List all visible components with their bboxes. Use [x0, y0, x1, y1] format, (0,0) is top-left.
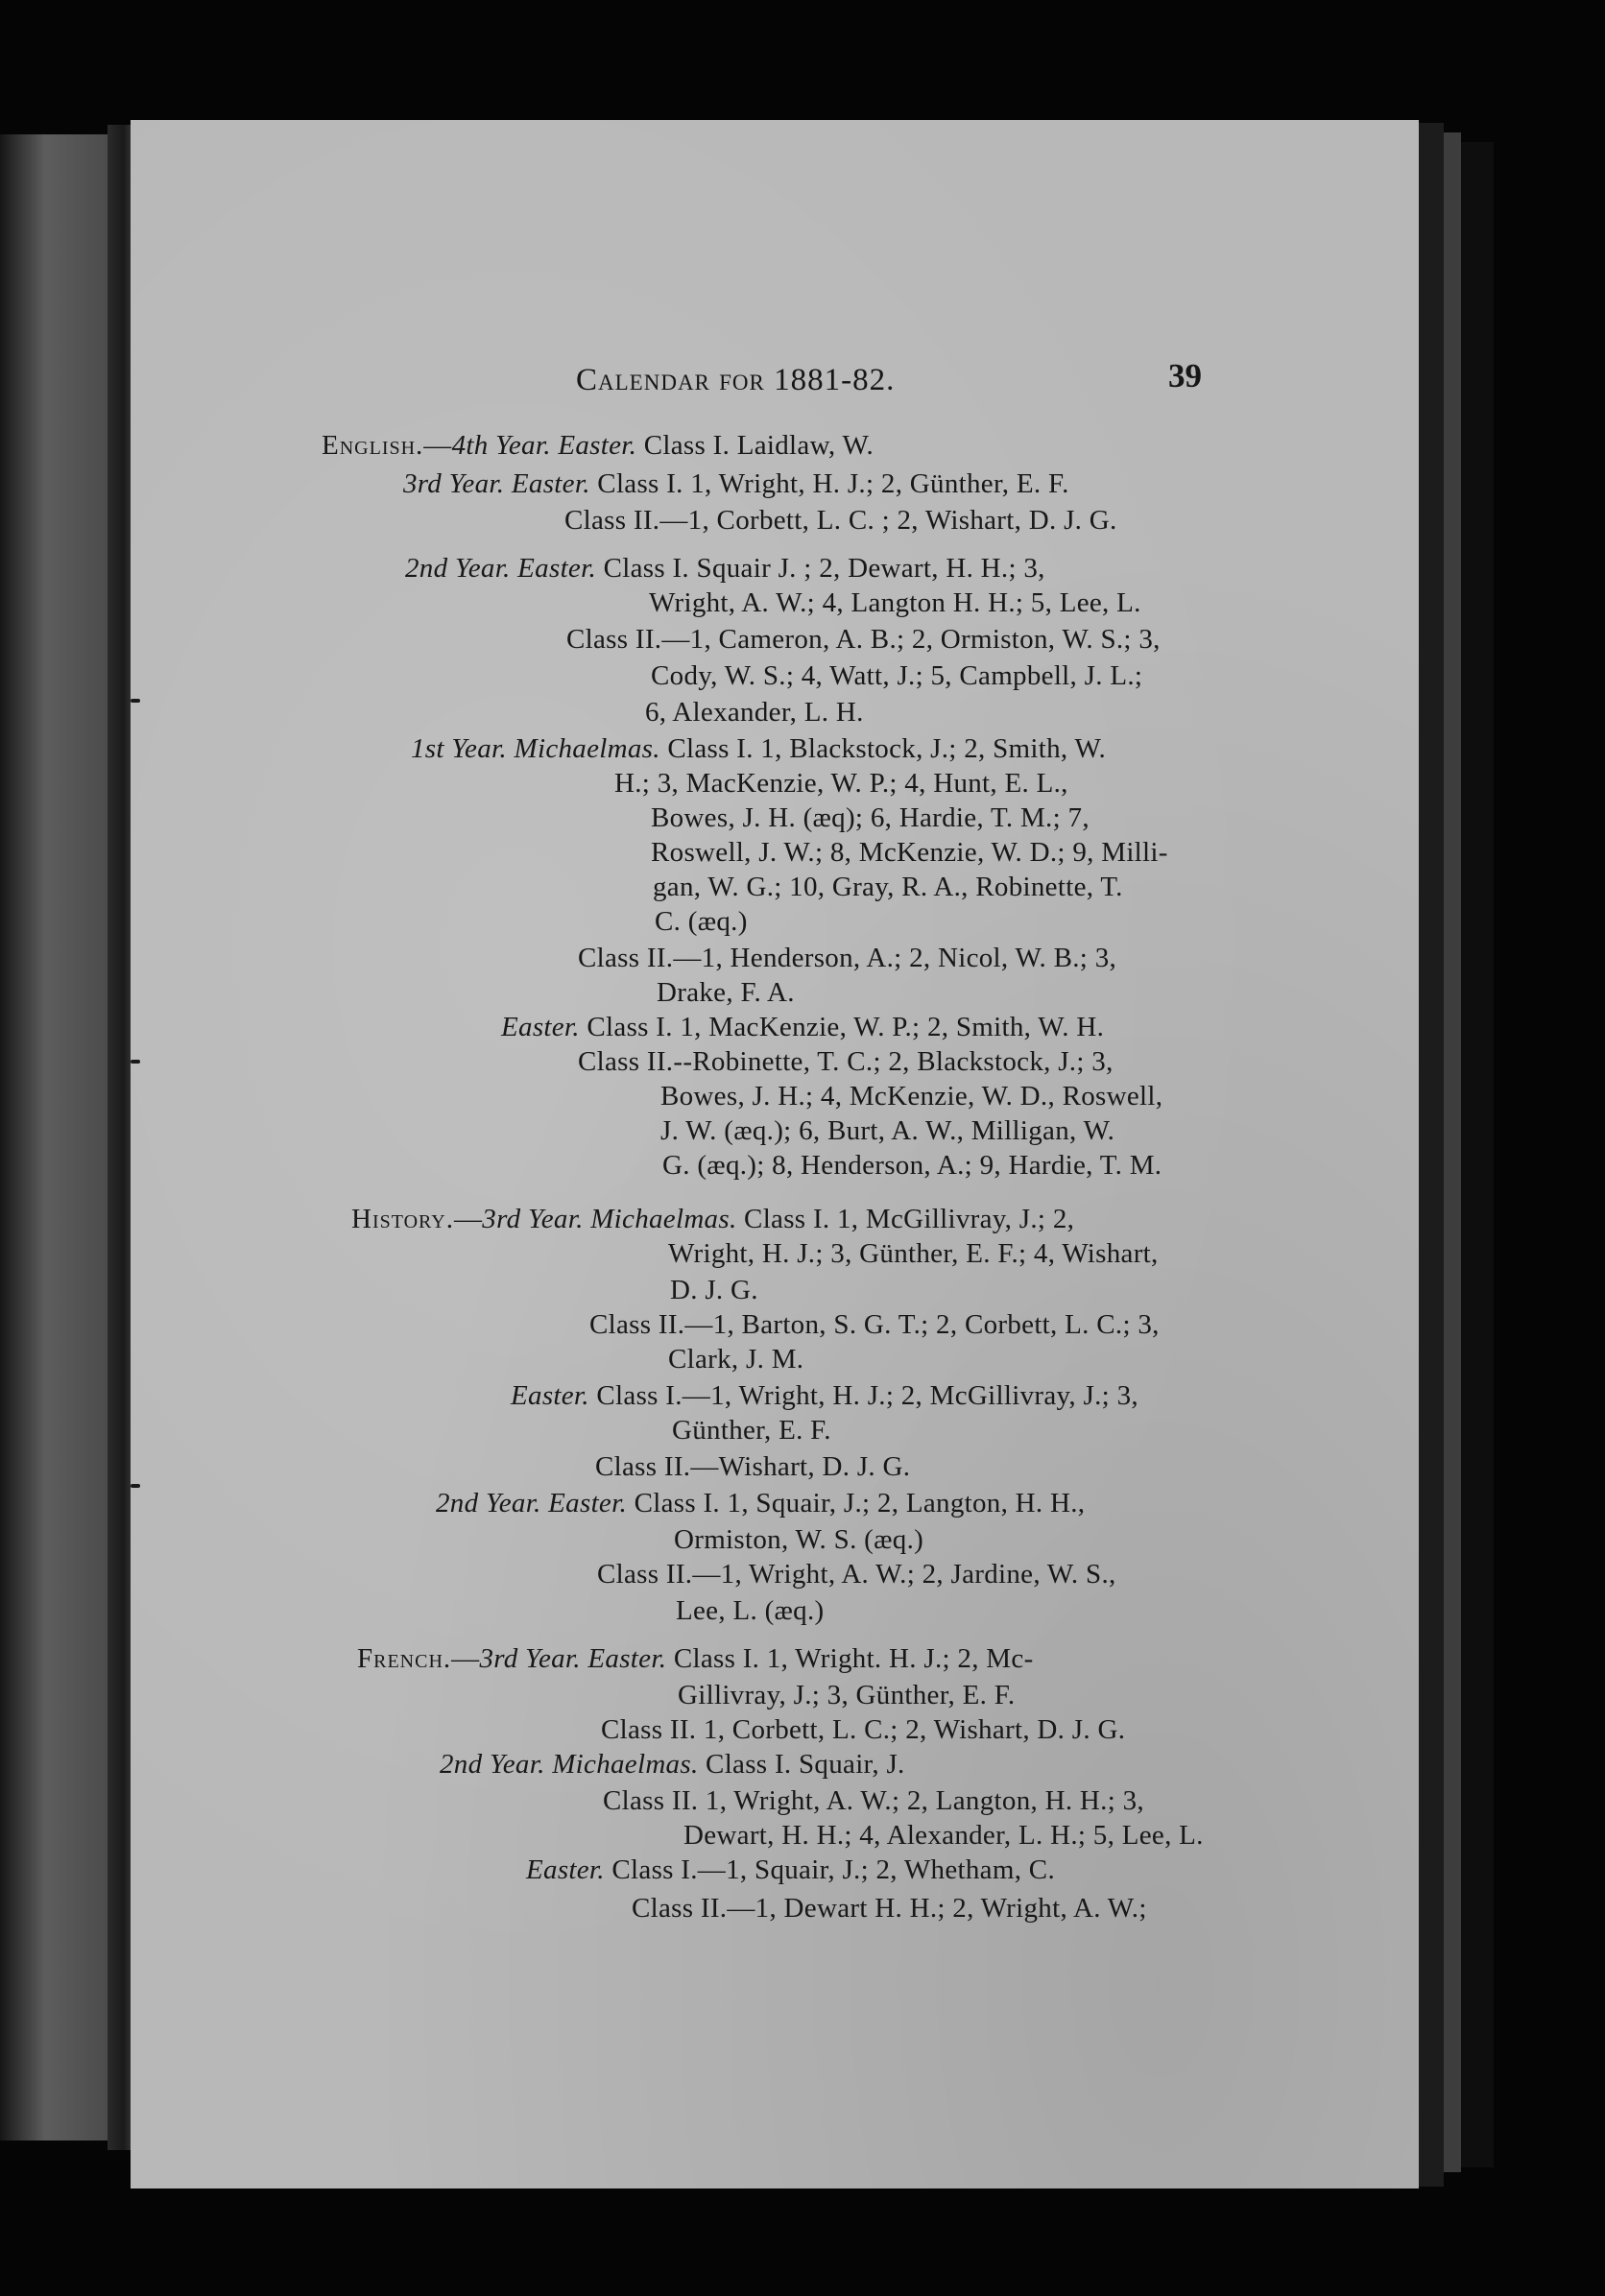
text-segment: Class II.—1, Henderson, A.; 2, Nicol, W. B.; 3,: [578, 943, 1117, 973]
text-line: [660, 1115, 1114, 1147]
text-segment: Easter.: [587, 1643, 667, 1674]
text-segment: Class I.—1, Wright, H. J.; 2, McGillivray, J.; 3,: [588, 1380, 1138, 1411]
text-segment: Easter.: [517, 553, 597, 584]
facing-page: [0, 134, 113, 2141]
text-segment: Cody, W. S.; 4, Watt, J.; 5, Campbell, J. L.;: [651, 660, 1143, 691]
text-segment: Ormiston, W. S. (æq.): [674, 1524, 924, 1555]
text-segment: C. (æq.): [655, 906, 748, 937]
text-segment: Roswell, J. W.; 8, McKenzie, W. D.; 9, Milli-: [651, 837, 1168, 868]
text-segment: Wright, A. W.; 4, Langton H. H.; 5, Lee, L.: [649, 587, 1141, 618]
text-segment: Easter.: [548, 1488, 628, 1519]
text-segment: Class I. 1, Squair, J.; 2, Langton, H. H.,: [627, 1488, 1086, 1519]
text-line: [660, 1081, 1162, 1112]
text-segment: D. J. G.: [670, 1275, 758, 1305]
text-line: [657, 977, 795, 1009]
text-segment: English.: [322, 430, 424, 461]
text-segment: Class I. Squair, J.: [698, 1749, 905, 1780]
text-line: [564, 505, 1117, 537]
text-segment: 3rd Year.: [403, 468, 505, 499]
text-segment: Class II.—1, Corbett, L. C. ; 2, Wishart, D. J. G.: [564, 505, 1117, 536]
text-line: [662, 1150, 1162, 1182]
text-segment: Bowes, J. H.; 4, McKenzie, W. D., Roswell,: [660, 1081, 1163, 1112]
text-line: [589, 1309, 1160, 1341]
binding-mark: [131, 1060, 140, 1064]
text-segment: 2nd: [440, 1749, 483, 1780]
text-segment: Year.: [527, 1204, 584, 1234]
text-segment: Class II.—1, Cameron, A. B.; 2, Ormiston, W. S.; 3,: [566, 624, 1161, 655]
text-segment: Easter.: [526, 1854, 605, 1885]
text-segment: Class I. Squair J. ; 2, Dewart, H. H.; 3,: [596, 553, 1045, 584]
text-segment: Easter.: [501, 1012, 580, 1042]
text-segment: Year.: [525, 1643, 581, 1674]
text-line: [603, 1785, 1144, 1817]
page-edge: [1444, 132, 1461, 2172]
text-segment: Drake, F. A.: [657, 977, 795, 1008]
text-segment: Michaelmas.: [590, 1204, 737, 1234]
text-line: [672, 1415, 831, 1447]
text-line: [501, 1012, 1104, 1043]
text-segment: Günther, E. F.: [672, 1415, 831, 1446]
text-line: [683, 1820, 1204, 1852]
text-segment: gan, W. G.; 10, Gray, R. A., Robinette, T.: [653, 872, 1123, 902]
running-header-title: Calendar for 1881-82.: [576, 363, 896, 397]
text-segment: Class I. 1, McGillivray, J.; 2,: [736, 1204, 1075, 1234]
text-segment: Gillivray, J.; 3, Günther, E. F.: [678, 1680, 1016, 1710]
text-line: [526, 1854, 1055, 1886]
page-number: 39: [1168, 357, 1202, 395]
text-line: [440, 1749, 905, 1781]
text-line: [674, 1524, 923, 1556]
text-line: [566, 624, 1161, 656]
text-line: [678, 1680, 1015, 1711]
text-segment: Class I. 1, Blackstock, J.; 2, Smith, W.: [659, 733, 1107, 764]
text-segment: Lee, L. (æq.): [676, 1595, 825, 1626]
text-segment: 6, Alexander, L. H.: [645, 697, 864, 728]
text-line: [578, 943, 1116, 974]
text-line: [645, 697, 864, 729]
text-segment: Class I. 1, Wright. H. J.; 2, Mc-: [666, 1643, 1034, 1674]
text-line: [601, 1714, 1125, 1746]
text-segment: History.: [351, 1204, 454, 1234]
binding-mark: [131, 699, 140, 703]
text-segment: 3rd: [482, 1204, 521, 1234]
text-line: [676, 1595, 824, 1627]
text-segment: 3rd: [479, 1643, 518, 1674]
text-line: [597, 1559, 1116, 1590]
text-line: [653, 872, 1123, 903]
book-cover-edge: [1461, 142, 1494, 2167]
text-line: [668, 1344, 803, 1375]
text-segment: G. (æq.); 8, Henderson, A.; 9, Hardie, T. M.: [662, 1150, 1162, 1181]
text-line: [411, 733, 1106, 765]
text-segment: Class II.—1, Wright, A. W.; 2, Jardine, W. S.,: [597, 1559, 1116, 1590]
text-segment: Bowes, J. H. (æq); 6, Hardie, T. M.; 7,: [651, 802, 1090, 833]
text-segment: Class I. 1, Wright, H. J.; 2, Günther, E. F.: [589, 468, 1069, 499]
text-line: [436, 1488, 1085, 1519]
text-segment: Class II. 1, Corbett, L. C.; 2, Wishart, D. J. G.: [601, 1714, 1126, 1745]
text-segment: Class II. 1, Wright, A. W.; 2, Langton, H. H.; 3,: [603, 1785, 1144, 1816]
text-line: [351, 1204, 1074, 1235]
text-line: [511, 1380, 1138, 1412]
text-segment: [504, 468, 512, 499]
text-line: [595, 1451, 910, 1483]
text-segment: Easter.: [558, 430, 637, 461]
text-segment: 4th Year.: [451, 430, 551, 461]
text-segment: J. W. (æq.); 6, Burt, A. W., Milligan, W.: [660, 1115, 1115, 1146]
text-line: [651, 660, 1142, 692]
text-segment: Easter.: [511, 468, 590, 499]
text-segment: Class II.—1, Barton, S. G. T.; 2, Corbett, L. C.; 3,: [589, 1309, 1160, 1340]
text-segment: H.; 3, MacKenzie, W. P.; 4, Hunt, E. L.,: [614, 768, 1068, 799]
text-segment: Class I. Laidlaw, W.: [636, 430, 874, 461]
text-line: [655, 906, 748, 938]
text-segment: Michaelmas.: [552, 1749, 699, 1780]
text-segment: Year.: [489, 1749, 545, 1780]
text-segment: Class II.—Wishart, D. J. G.: [595, 1451, 911, 1482]
text-segment: 1st Year.: [411, 733, 507, 764]
text-line: [670, 1275, 758, 1306]
text-segment: Dewart, H. H.; 4, Alexander, L. H.; 5, Lee, L.: [683, 1820, 1204, 1851]
text-line: [651, 837, 1168, 869]
text-segment: [507, 733, 515, 764]
text-segment: Class I.—1, Squair, J.; 2, Whetham, C.: [604, 1854, 1056, 1885]
text-line: [578, 1046, 1114, 1078]
text-segment: Class II.—1, Dewart H. H.; 2, Wright, A. W.;: [632, 1893, 1147, 1924]
text-line: [614, 768, 1068, 800]
text-segment: 2nd Year.: [436, 1488, 541, 1519]
text-line: [651, 802, 1090, 834]
text-segment: [482, 1749, 490, 1780]
text-segment: Michaelmas.: [514, 733, 660, 764]
text-segment: —: [451, 1643, 480, 1674]
text-segment: —: [423, 430, 452, 461]
text-segment: 2nd Year.: [405, 553, 511, 584]
text-segment: [520, 1204, 528, 1234]
text-segment: Class II.--Robinette, T. C.; 2, Blackstock, J.; 3,: [578, 1046, 1114, 1077]
text-line: [405, 553, 1045, 585]
text-segment: Clark, J. M.: [668, 1344, 804, 1375]
text-segment: Wright, H. J.; 3, Günther, E. F.; 4, Wishart,: [668, 1238, 1159, 1269]
text-line: [357, 1643, 1034, 1675]
text-segment: Class I. 1, MacKenzie, W. P.; 2, Smith, W. H.: [579, 1012, 1105, 1042]
text-line: [403, 468, 1069, 500]
text-line: [322, 430, 874, 462]
text-line: [649, 587, 1141, 619]
text-segment: —: [453, 1204, 483, 1234]
text-segment: French.: [357, 1643, 452, 1674]
text-line: [632, 1893, 1147, 1925]
binding-mark: [131, 1484, 140, 1488]
text-segment: Easter.: [511, 1380, 589, 1411]
page-edge: [1419, 123, 1444, 2187]
text-line: [668, 1238, 1159, 1270]
